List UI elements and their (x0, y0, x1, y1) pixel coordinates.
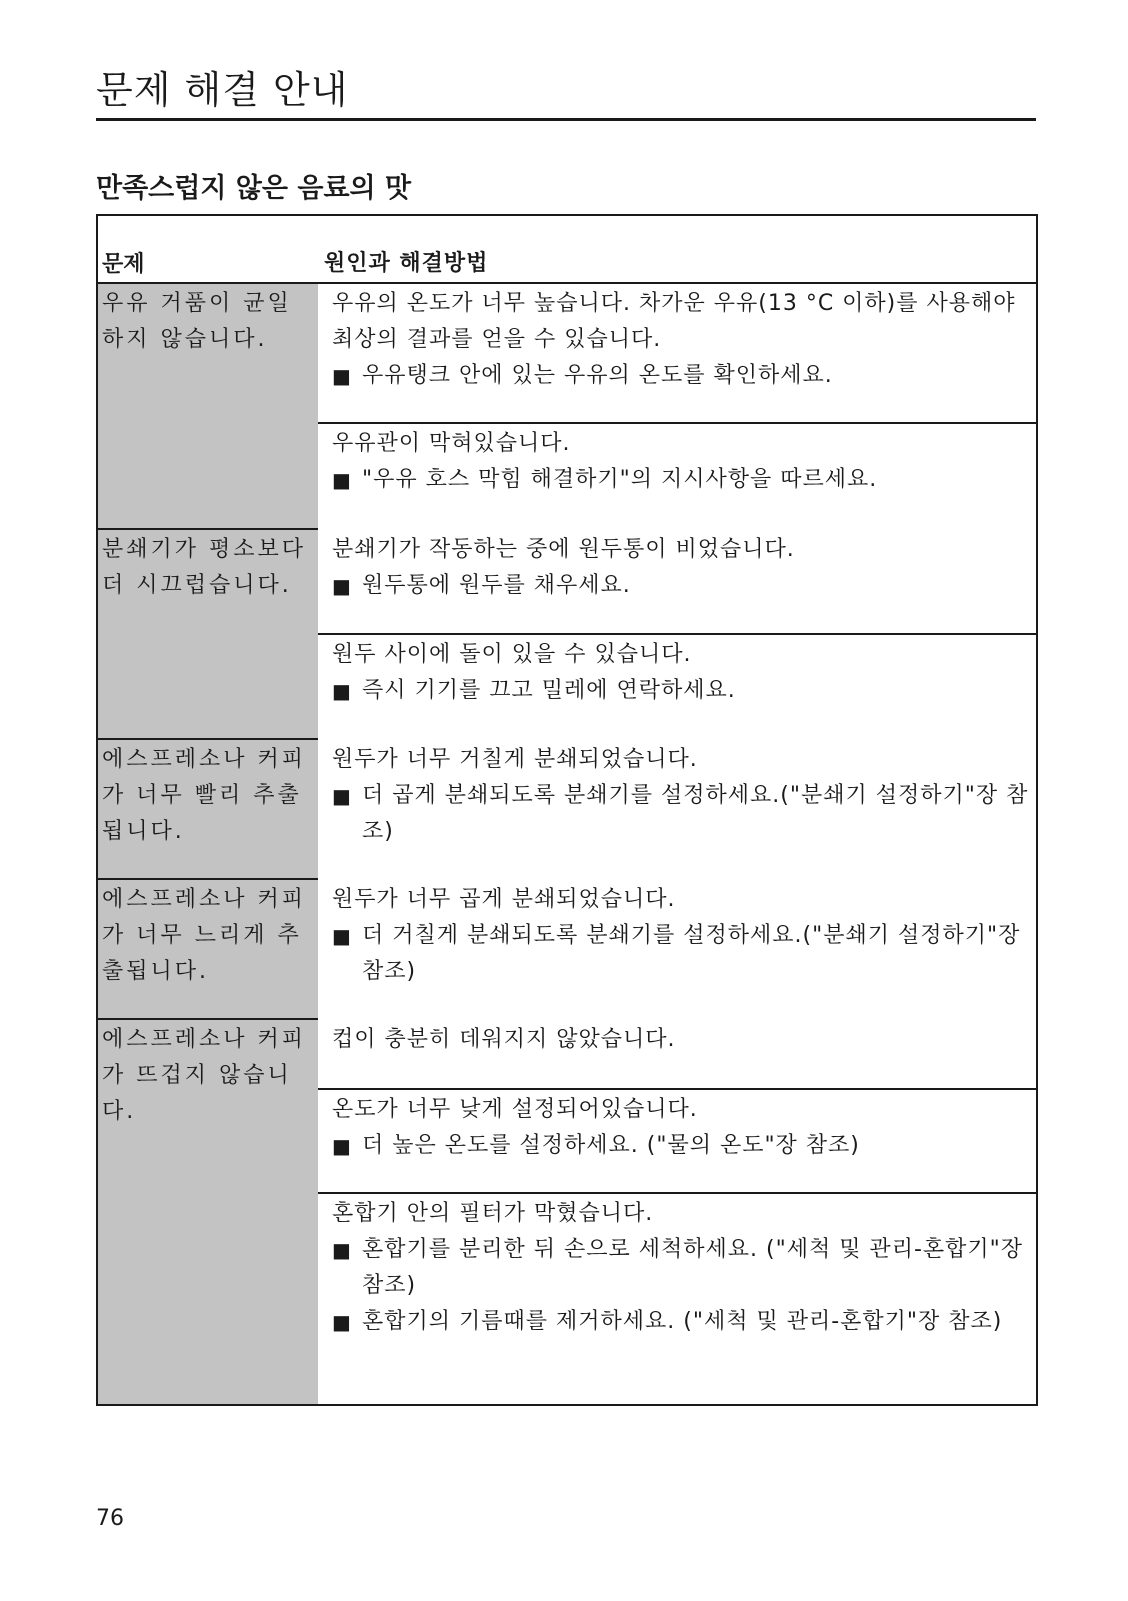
square-bullet-icon: ■ (332, 924, 352, 948)
cause-text: 원두가 너무 곱게 분쇄되었습니다. (332, 887, 676, 912)
problem-cell: 우유 거품이 균일하지 않습니다. (98, 284, 318, 530)
cause-cell (318, 1020, 1036, 1404)
cause-text: 우유의 온도가 너무 높습니다. 차가운 우유(13 °C 이하)를 사용해야 최상의 결과를 얻을 수 있습니다. (332, 291, 1016, 352)
cause-text: 혼합기 안의 필터가 막혔습니다. (332, 1201, 654, 1226)
action-item (332, 1128, 1030, 1164)
cause-text: 온도가 너무 낮게 설정되어있습니다. (332, 1097, 698, 1122)
header-problem: 문제 (98, 216, 318, 284)
page-number: 76 (96, 1506, 124, 1531)
square-bullet-icon: ■ (332, 679, 352, 703)
action-item (332, 568, 1030, 604)
problem-cell: 에스프레소나 커피가 뜨겁지 않습니다. (98, 1020, 318, 1404)
square-bullet-icon: ■ (332, 1238, 352, 1262)
action-text: 혼합기의 기름때를 제거하세요. ("세척 및 관리-혼합기"장 참조) (362, 1309, 1003, 1334)
square-bullet-icon: ■ (332, 364, 352, 388)
action-text: 원두통에 원두를 채우세요. (362, 573, 631, 598)
cause-text: 컵이 충분히 데워지지 않았습니다. (332, 1027, 676, 1052)
cause-item (318, 1090, 1036, 1194)
cause-cell (318, 284, 1036, 530)
header-cause-solution: 원인과 해결방법 (318, 216, 1036, 284)
square-bullet-icon: ■ (332, 574, 352, 598)
action-item (332, 1232, 1030, 1304)
title-divider (96, 118, 1036, 121)
problem-cell: 에스프레소나 커피가 너무 느리게 추출됩니다. (98, 880, 318, 1020)
action-item (332, 462, 1030, 498)
cause-item (318, 1020, 1036, 1090)
action-text: 혼합기를 분리한 뒤 손으로 세척하세요. ("세척 및 관리-혼합기"장 참조) (362, 1237, 1024, 1298)
action-item (332, 778, 1030, 850)
section-title: 만족스럽지 않은 음료의 맛 (96, 173, 412, 204)
action-text: "우유 호스 막힘 해결하기"의 지시사항을 따르세요. (362, 467, 878, 492)
cause-item (318, 1194, 1036, 1404)
square-bullet-icon: ■ (332, 468, 352, 492)
cause-item (318, 740, 1036, 880)
cause-text: 우유관이 막혀있습니다. (332, 431, 571, 456)
cause-item (318, 424, 1036, 530)
page-title: 문제 해결 안내 (96, 68, 349, 112)
problem-cell: 에스프레소나 커피가 너무 빨리 추출됩니다. (98, 740, 318, 880)
action-text: 우유탱크 안에 있는 우유의 온도를 확인하세요. (362, 363, 833, 388)
action-item (332, 1304, 1030, 1340)
cause-cell (318, 740, 1036, 880)
square-bullet-icon: ■ (332, 1134, 352, 1158)
action-text: 더 높은 온도를 설정하세요. ("물의 온도"장 참조) (362, 1133, 860, 1158)
cause-item (318, 880, 1036, 1020)
square-bullet-icon: ■ (332, 1310, 352, 1334)
action-item (332, 673, 1030, 709)
cause-cell (318, 880, 1036, 1020)
cause-item (318, 530, 1036, 635)
cause-item (318, 635, 1036, 740)
cause-text: 원두 사이에 돌이 있을 수 있습니다. (332, 642, 692, 667)
action-item (332, 918, 1030, 990)
problem-cell: 분쇄기가 평소보다 더 시끄럽습니다. (98, 530, 318, 740)
cause-item (318, 284, 1036, 424)
cause-text: 원두가 너무 거칠게 분쇄되었습니다. (332, 747, 698, 772)
troubleshooting-table (96, 214, 1038, 1406)
action-text: 즉시 기기를 끄고 밀레에 연락하세요. (362, 678, 736, 703)
action-text: 더 곱게 분쇄되도록 분쇄기를 설정하세요.("분쇄기 설정하기"장 참조) (362, 783, 1029, 844)
action-item (332, 358, 1030, 394)
cause-cell (318, 530, 1036, 740)
cause-text: 분쇄기가 작동하는 중에 원두통이 비었습니다. (332, 537, 795, 562)
action-text: 더 거칠게 분쇄되도록 분쇄기를 설정하세요.("분쇄기 설정하기"장 참조) (362, 923, 1021, 984)
square-bullet-icon: ■ (332, 784, 352, 808)
